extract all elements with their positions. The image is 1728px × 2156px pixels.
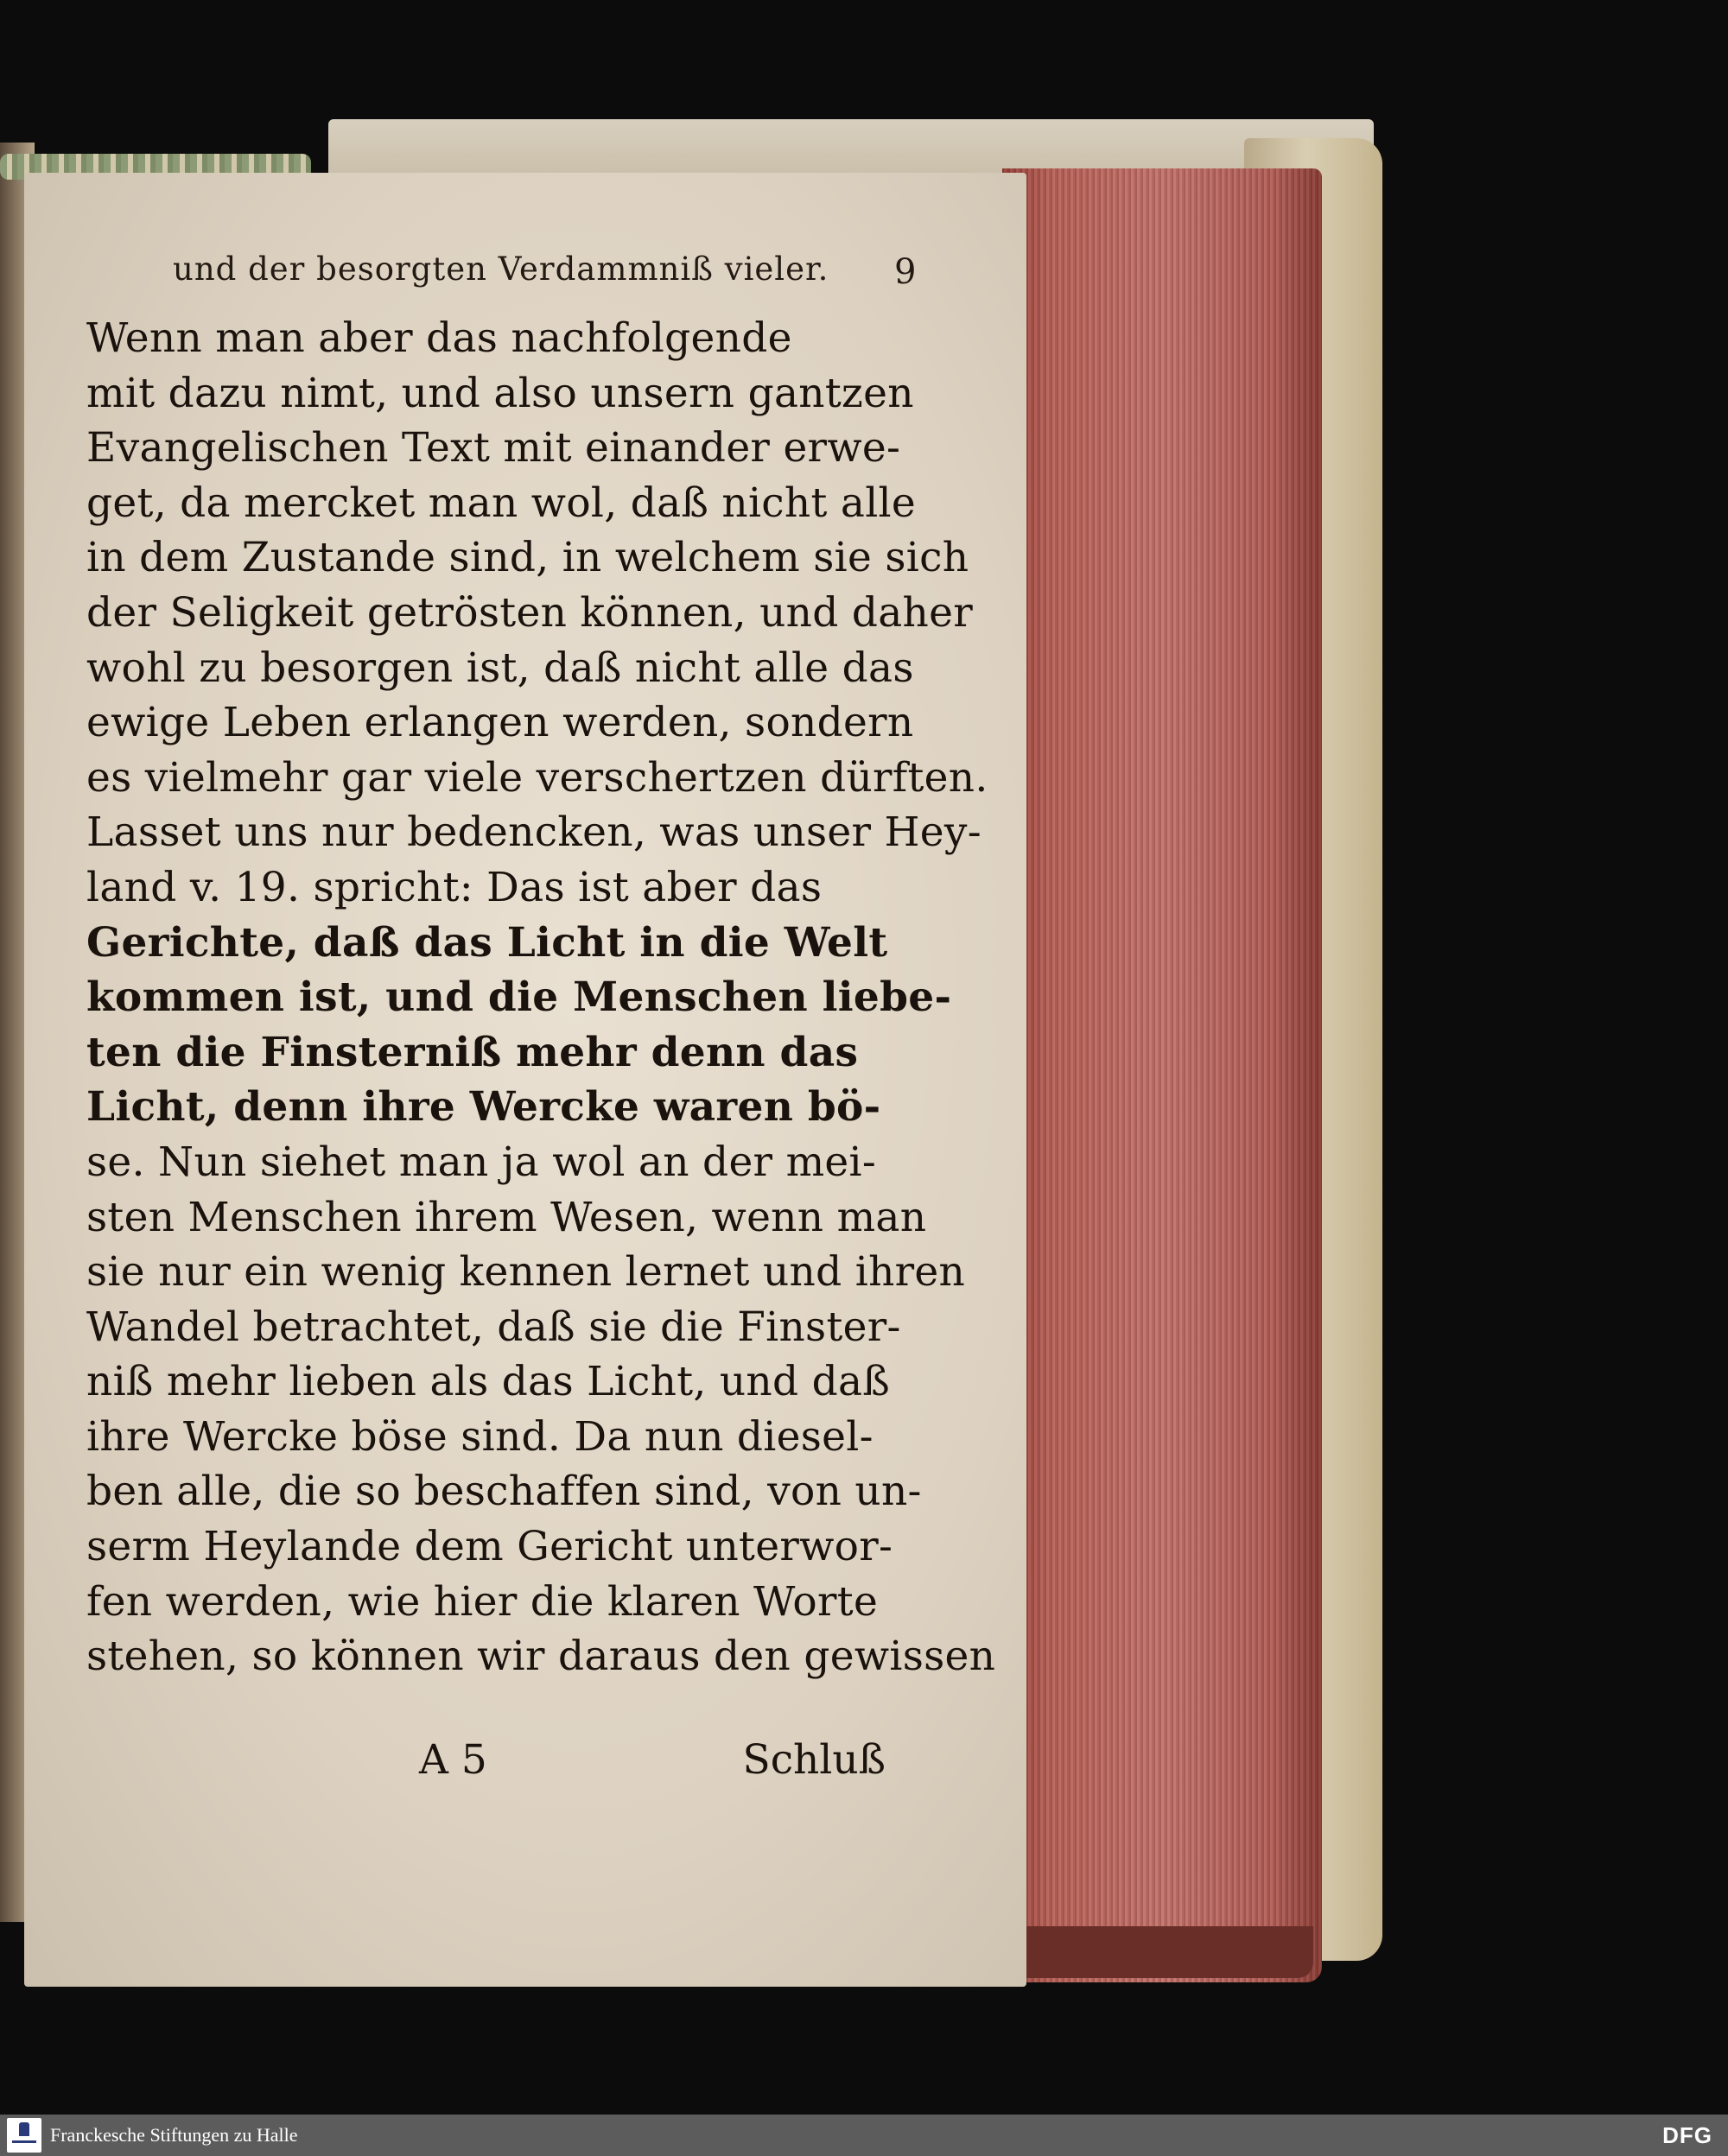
text-line: wohl zu besorgen ist, daß nicht alle das — [86, 644, 914, 692]
scripture-quote-line: Gerichte, daß das Licht in die Welt — [86, 918, 888, 967]
running-title: und der besorgten Verdammniß vieler. — [173, 250, 829, 288]
text-line: stehen, so können wir daraus den gewissen — [86, 1633, 996, 1681]
text-line: Evangelischen Text mit einander erwe- — [86, 424, 901, 472]
page-number: 9 — [894, 252, 917, 292]
fore-edge-bottom — [1002, 1926, 1313, 1978]
text-line: sie nur ein wenig kennen lernet und ihren — [86, 1248, 966, 1297]
text-line: get, da mercket man wol, daß nicht alle — [86, 479, 917, 527]
text-line: der Seligkeit getrösten können, und daher — [86, 588, 974, 637]
text-line: ihre Wercke böse sind. Da nun diesel- — [86, 1412, 874, 1461]
institution-name: Franckesche Stiftungen zu Halle — [50, 2124, 298, 2146]
text-line: serm Heylande dem Gericht unterwor- — [86, 1523, 893, 1571]
text-line: ben alle, die so beschaffen sind, von un- — [86, 1468, 922, 1516]
text-line: se. Nun siehet man ja wol an der mei- — [86, 1138, 877, 1186]
text-line: mit dazu nimt, und also unsern gantzen — [86, 369, 914, 417]
red-fore-edge — [1002, 168, 1322, 1982]
text-line: es vielmehr gar viele verschertzen dürften. — [86, 753, 988, 802]
text-line: fen werden, wie hier die klaren Worte — [86, 1577, 879, 1626]
page-foot — [86, 1736, 916, 1797]
francke-foundations-logo-icon — [7, 2118, 41, 2153]
text-line: land v. 19. spricht: Das ist aber das — [86, 863, 823, 911]
text-line: in dem Zustande sind, in welchem sie sich — [86, 534, 969, 582]
text-body — [86, 311, 996, 1684]
text-line: ewige Leben erlangen werden, sondern — [86, 699, 914, 747]
scripture-quote-line: kommen ist, und die Menschen liebe- — [86, 973, 952, 1022]
viewer-footer-bar — [0, 2115, 1728, 2156]
scripture-quote-line: Licht, denn ihre Wercke waren bö- — [86, 1083, 881, 1132]
catchword: Schluß — [742, 1736, 886, 1784]
running-head — [86, 250, 924, 299]
dfg-logo: DFG — [1662, 2122, 1712, 2148]
scripture-quote-line: ten die Finsterniß mehr denn das — [86, 1028, 859, 1076]
text-line: sten Menschen ihrem Wesen, wenn man — [86, 1193, 927, 1241]
text-line: Wandel betrachtet, daß sie die Finster- — [86, 1303, 901, 1351]
text-line: Lasset uns nur bedencken, was unser Hey- — [86, 808, 982, 857]
text-line: Wenn man aber das nachfolgende — [86, 314, 792, 362]
signature-mark: A 5 — [419, 1736, 487, 1784]
text-line: niß mehr lieben als das Licht, und daß — [86, 1358, 891, 1406]
